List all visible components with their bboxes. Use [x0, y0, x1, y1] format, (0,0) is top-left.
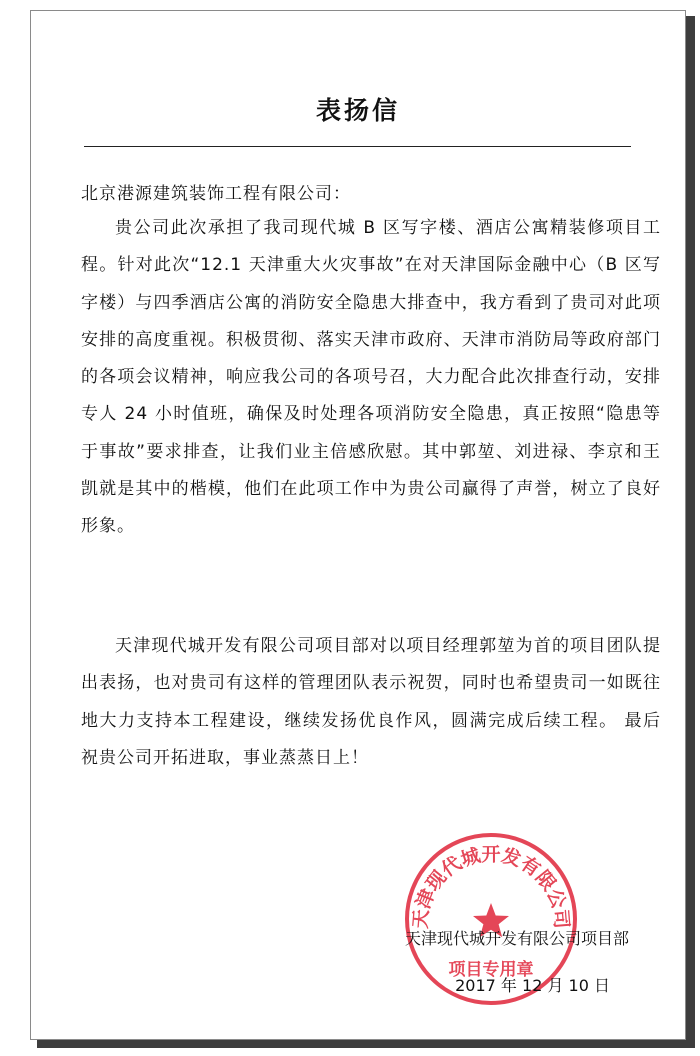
seal-bottom-text: 项目专用章 [448, 960, 534, 980]
letter-recipient: 北京港源建筑装饰工程有限公司： [81, 184, 351, 204]
title-divider [84, 146, 631, 147]
letter-title: 表扬信 [315, 96, 400, 125]
signature-organization: 天津现代城开发有限公司项目部 [404, 929, 629, 948]
letter-page [30, 10, 686, 1040]
letter-paragraph-2: 天津现代城开发有限公司项目部对以项目经理郭堃为首的项目团队提出表扬，也对贵司有这样的管理团队表示祝贺，同时也希望贵司一如既往地大力支持本工程建设，继续发扬优良作风，圆满完成后续工程。 最后祝贵公司开拓进取，事业蒸蒸日上！ [81, 636, 661, 768]
signature-date: 2017 年 12 月 10 日 [455, 976, 610, 995]
letter-paragraph-1: 贵公司此次承担了我司现代城 B 区写字楼、酒店公寓精装修项目工程。针对此次“12.1 天津重大火灾事故”在对天津国际金融中心（B 区写字楼）与四季酒店公寓的消防安全隐患大排查中，我方看到了贵司对此项安排的高度重视。积极贯彻、落实天津市政府、天津市消防局等政府部门的各项会议精神，响应我公司的各项号召，大力配合此次排查行动，安排专人 24 小时值班，确保及时处理各项消防安全隐患，真正按照“隐患等于事故”要求排查，让我们业主倍感欣慰。其中郭堃、刘进禄、李京和王凯就是其中的楷模，他们在此项工作中为贵公司赢得了声誉，树立了良好形象。 [81, 218, 661, 537]
seal-ring-text: 天津现代城开发有限公司 [409, 843, 573, 930]
